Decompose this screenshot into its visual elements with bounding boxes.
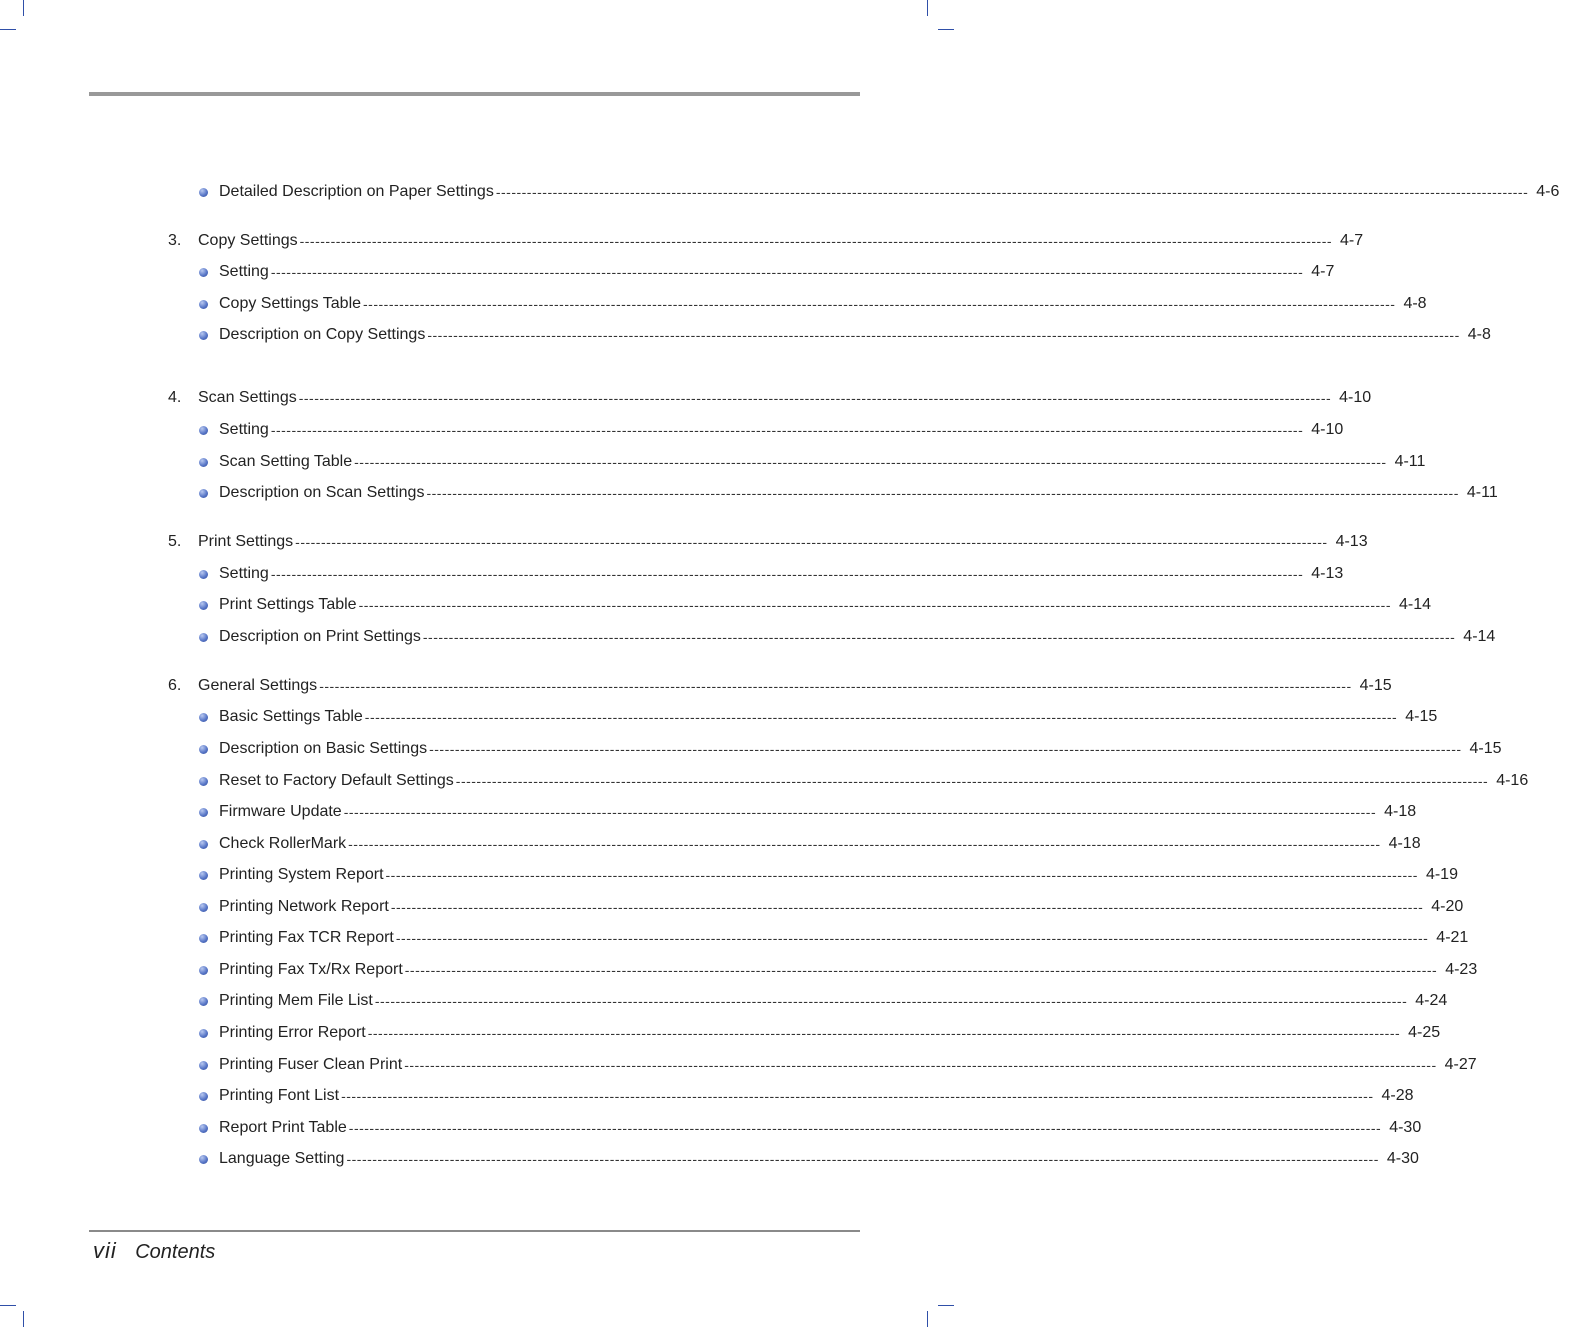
toc-subentry[interactable] [198,832,1421,856]
toc-subentry[interactable] [198,737,1502,761]
entry-title: Description on Basic Settings [219,740,428,757]
entry-title: Scan Settings [198,389,297,406]
dot-leader: -------------------------------------------------------------------------------------------------------------------------------------------------------------------------------------------------------- [364,709,1398,725]
toc-subentry[interactable] [198,1021,1441,1045]
crop-mark [938,1305,954,1306]
dot-leader: -------------------------------------------------------------------------------------------------------------------------------------------------------------------------------------------------------- [341,1088,1374,1104]
entry-page-number: 4-18 [1388,835,1421,852]
toc-subentry[interactable] [198,180,1560,204]
entry-page-number: 4-18 [1384,803,1417,820]
header-rule [89,92,860,96]
section-number: 3. [168,232,182,249]
dot-leader: -------------------------------------------------------------------------------------------------------------------------------------------------------------------------------------------------------- [319,678,1352,694]
toc-section-entry[interactable] [168,386,1372,410]
entry-title: Printing Network Report [219,898,389,915]
entry-page-number: 4-14 [1398,596,1432,613]
dot-leader: -------------------------------------------------------------------------------------------------------------------------------------------------------------------------------------------------------- [270,566,1304,582]
entry-title: Printing Font List [219,1087,340,1104]
toc-subentry[interactable] [198,1116,1422,1140]
dot-leader: -------------------------------------------------------------------------------------------------------------------------------------------------------------------------------------------------------- [385,867,1418,883]
entry-page-number: 4-8 [1403,295,1427,312]
section-title: Contents [135,1241,216,1263]
bullet-icon [199,331,208,340]
section-number: 5. [168,533,182,550]
bullet-icon [199,808,208,817]
entry-page-number: 4-15 [1469,740,1502,757]
bullet-icon [199,966,208,975]
bullet-icon [199,934,208,943]
toc-subentry[interactable] [198,593,1432,617]
page-number: vii [93,1238,117,1263]
bullet-icon [199,300,208,309]
dot-leader: -------------------------------------------------------------------------------------------------------------------------------------------------------------------------------------------------------- [426,485,1459,501]
entry-title: Description on Scan Settings [219,484,425,501]
entry-page-number: 4-16 [1496,772,1529,789]
entry-title: Printing System Report [219,866,384,883]
entry-title: Printing Fax Tx/Rx Report [219,961,403,978]
dot-leader: -------------------------------------------------------------------------------------------------------------------------------------------------------------------------------------------------------- [390,899,1424,915]
dot-leader: -------------------------------------------------------------------------------------------------------------------------------------------------------------------------------------------------------- [404,1057,1437,1073]
bullet-icon [199,1061,208,1070]
entry-title: Language Setting [219,1150,345,1167]
entry-title: Detailed Description on Paper Settings [219,183,494,200]
dot-leader: -------------------------------------------------------------------------------------------------------------------------------------------------------------------------------------------------------- [455,773,1489,789]
section-number: 6. [168,677,182,694]
entry-title: Description on Copy Settings [219,326,426,343]
dot-leader: -------------------------------------------------------------------------------------------------------------------------------------------------------------------------------------------------------- [374,993,1408,1009]
toc-subentry[interactable] [198,895,1464,919]
dot-leader: -------------------------------------------------------------------------------------------------------------------------------------------------------------------------------------------------------- [346,1151,1379,1167]
bullet-icon [199,777,208,786]
entry-title: Setting [219,565,269,582]
bullet-icon [199,1124,208,1133]
entry-title: Copy Settings Table [219,295,362,312]
toc-subentry[interactable] [198,260,1335,284]
bullet-icon [199,840,208,849]
entry-page-number: 4-28 [1381,1087,1414,1104]
dot-leader: -------------------------------------------------------------------------------------------------------------------------------------------------------------------------------------------------------- [348,1120,1382,1136]
entry-title: Printing Error Report [219,1024,366,1041]
bullet-icon [199,188,208,197]
crop-mark [0,1305,16,1306]
entry-title: Copy Settings [198,232,298,249]
entry-title: Firmware Update [219,803,342,820]
entry-page-number: 4-24 [1415,992,1448,1009]
entry-page-number: 4-20 [1431,898,1464,915]
dot-leader: -------------------------------------------------------------------------------------------------------------------------------------------------------------------------------------------------------- [270,422,1304,438]
entry-page-number: 4-7 [1311,263,1335,280]
entry-page-number: 4-14 [1463,628,1496,645]
toc-subentry[interactable] [198,705,1438,729]
bullet-icon [199,997,208,1006]
bullet-icon [199,458,208,467]
footer-rule [89,1230,860,1232]
entry-title: Print Settings [198,533,294,550]
entry-page-number: 4-15 [1405,708,1438,725]
entry-title: Setting [219,263,269,280]
entry-page-number: 4-7 [1340,232,1364,249]
crop-mark [927,0,928,16]
entry-page-number: 4-10 [1311,421,1344,438]
dot-leader: -------------------------------------------------------------------------------------------------------------------------------------------------------------------------------------------------------- [363,296,1396,312]
bullet-icon [199,426,208,435]
dot-leader: -------------------------------------------------------------------------------------------------------------------------------------------------------------------------------------------------------- [270,264,1304,280]
toc-subentry[interactable] [198,1147,1419,1171]
dot-leader: -------------------------------------------------------------------------------------------------------------------------------------------------------------------------------------------------------- [395,930,1429,946]
dot-leader: -------------------------------------------------------------------------------------------------------------------------------------------------------------------------------------------------------- [427,327,1460,343]
bullet-icon [199,713,208,722]
entry-title: Print Settings Table [219,596,357,613]
bullet-icon [199,871,208,880]
toc-subentry[interactable] [198,481,1498,505]
dot-leader: -------------------------------------------------------------------------------------------------------------------------------------------------------------------------------------------------------- [295,534,1328,550]
bullet-icon [199,633,208,642]
toc-section-entry[interactable] [168,674,1392,698]
section-number: 4. [168,389,182,406]
crop-mark [23,0,24,16]
entry-page-number: 4-11 [1466,484,1498,501]
entry-page-number: 4-25 [1408,1024,1441,1041]
entry-page-number: 4-13 [1311,565,1344,582]
entry-page-number: 4-13 [1335,533,1368,550]
entry-page-number: 4-8 [1467,326,1491,343]
bullet-icon [199,745,208,754]
entry-title: Description on Print Settings [219,628,421,645]
entry-page-number: 4-11 [1394,453,1426,470]
entry-title: Reset to Factory Default Settings [219,772,454,789]
entry-title: Printing Fax TCR Report [219,929,394,946]
toc-subentry[interactable] [198,958,1478,982]
entry-page-number: 4-6 [1536,183,1560,200]
toc-subentry[interactable] [198,625,1496,649]
toc-subentry[interactable] [198,418,1344,442]
entry-page-number: 4-21 [1436,929,1469,946]
toc-subentry[interactable] [198,989,1448,1013]
toc-subentry[interactable] [198,323,1491,347]
entry-title: Basic Settings Table [219,708,363,725]
entry-page-number: 4-19 [1425,866,1458,883]
toc-subentry[interactable] [198,926,1469,950]
entry-title: Printing Mem File List [219,992,373,1009]
bullet-icon [199,489,208,498]
crop-mark [927,1311,928,1327]
bullet-icon [199,1092,208,1101]
entry-page-number: 4-23 [1445,961,1478,978]
entry-page-number: 4-30 [1389,1119,1422,1136]
dot-leader: -------------------------------------------------------------------------------------------------------------------------------------------------------------------------------------------------------- [348,836,1381,852]
dot-leader: -------------------------------------------------------------------------------------------------------------------------------------------------------------------------------------------------------- [495,184,1529,200]
toc-subentry[interactable] [198,769,1529,793]
dot-leader: -------------------------------------------------------------------------------------------------------------------------------------------------------------------------------------------------------- [343,804,1377,820]
entry-title: General Settings [198,677,318,694]
dot-leader: -------------------------------------------------------------------------------------------------------------------------------------------------------------------------------------------------------- [422,629,1456,645]
bullet-icon [199,903,208,912]
dot-leader: -------------------------------------------------------------------------------------------------------------------------------------------------------------------------------------------------------- [367,1025,1401,1041]
crop-mark [23,1311,24,1327]
toc-subentry[interactable] [198,1084,1414,1108]
entry-page-number: 4-15 [1359,677,1392,694]
toc-section-entry[interactable] [168,229,1364,253]
bullet-icon [199,570,208,579]
dot-leader: -------------------------------------------------------------------------------------------------------------------------------------------------------------------------------------------------------- [298,390,1332,406]
entry-title: Report Print Table [219,1119,347,1136]
bullet-icon [199,1155,208,1164]
entry-page-number: 4-27 [1444,1056,1477,1073]
bullet-icon [199,268,208,277]
entry-title: Setting [219,421,269,438]
toc-subentry[interactable] [198,450,1426,474]
dot-leader: -------------------------------------------------------------------------------------------------------------------------------------------------------------------------------------------------------- [354,454,1387,470]
toc-subentry[interactable] [198,800,1417,824]
entry-page-number: 4-30 [1386,1150,1419,1167]
entry-page-number: 4-10 [1339,389,1372,406]
page-footer [93,1238,215,1264]
entry-title: Check RollerMark [219,835,347,852]
toc-subentry[interactable] [198,863,1458,887]
dot-leader: -------------------------------------------------------------------------------------------------------------------------------------------------------------------------------------------------------- [358,597,1391,613]
toc-subentry[interactable] [198,562,1344,586]
toc-subentry[interactable] [198,1053,1477,1077]
dot-leader: -------------------------------------------------------------------------------------------------------------------------------------------------------------------------------------------------------- [404,962,1438,978]
dot-leader: -------------------------------------------------------------------------------------------------------------------------------------------------------------------------------------------------------- [299,233,1333,249]
dot-leader: -------------------------------------------------------------------------------------------------------------------------------------------------------------------------------------------------------- [429,741,1462,757]
crop-mark [0,29,16,30]
entry-title: Scan Setting Table [219,453,353,470]
toc-section-entry[interactable] [168,530,1368,554]
entry-title: Printing Fuser Clean Print [219,1056,403,1073]
bullet-icon [199,601,208,610]
bullet-icon [199,1029,208,1038]
toc-subentry[interactable] [198,292,1427,316]
crop-mark [938,29,954,30]
